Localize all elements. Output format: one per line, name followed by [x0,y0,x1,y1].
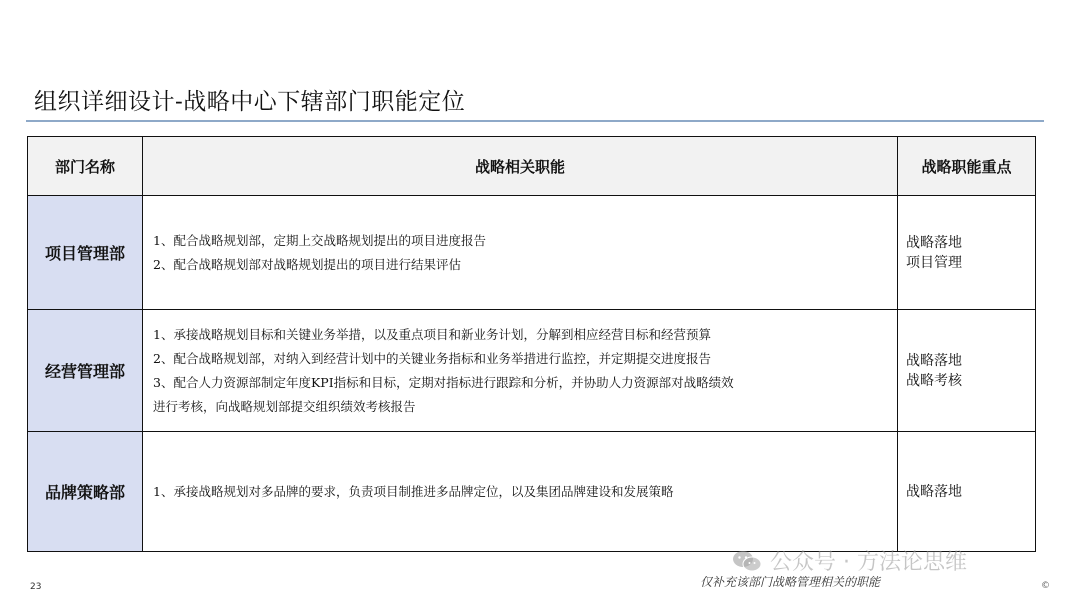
focus-cell [898,196,1036,310]
duty-item: 进行考核，向战略规划部提交组织绩效考核报告 [153,398,416,414]
department-name: 品牌策略部 [28,432,143,552]
copyright-mark: © [1041,581,1050,591]
focus-cell [898,310,1036,432]
page-number: 23 [30,582,42,592]
focus-item: 项目管理 [906,254,962,271]
department-name: 经营管理部 [28,310,143,432]
duty-item: 1、配合战略规划部，定期上交战略规划提出的项目进度报告 [153,232,486,248]
header-duties: 战略相关职能 [143,137,898,196]
table-header-row [28,137,1036,196]
table-row [28,432,1036,552]
title-divider [26,120,1044,122]
header-focus: 战略职能重点 [898,137,1036,196]
footnote: 仅补充该部门战略管理相关的职能 [700,575,881,589]
focus-item: 战略落地 [906,234,962,251]
header-department: 部门名称 [28,137,143,196]
watermark [732,545,967,576]
focus-item: 战略落地 [906,352,962,369]
department-name: 项目管理部 [28,196,143,310]
page-title: 组织详细设计-战略中心下辖部门职能定位 [34,89,466,115]
duty-item: 1、承接战略规划对多品牌的要求，负责项目制推进多品牌定位，以及集团品牌建设和发展策略 [153,483,674,499]
watermark-text: 公众号 · 方法论思维 [770,550,967,575]
table-row [28,196,1036,310]
duty-item: 3、配合人力资源部制定年度KPI指标和目标，定期对指标进行跟踪和分析，并协助人力资源部对战略绩效 [153,374,734,390]
duties-cell [143,432,898,552]
wechat-icon [732,550,762,572]
duties-cell [143,310,898,432]
focus-item: 战略考核 [906,372,962,389]
table-row [28,310,1036,432]
department-table [27,136,1036,552]
duty-item: 2、配合战略规划部对战略规划提出的项目进行结果评估 [153,256,461,272]
duties-cell [143,196,898,310]
duty-item: 2、配合战略规划部，对纳入到经营计划中的关键业务指标和业务举措进行监控，并定期提交进度报告 [153,350,711,366]
duty-item: 1、承接战略规划目标和关键业务举措，以及重点项目和新业务计划，分解到相应经营目标和经营预算 [153,326,711,342]
focus-item: 战略落地 [906,483,962,500]
focus-cell [898,432,1036,552]
